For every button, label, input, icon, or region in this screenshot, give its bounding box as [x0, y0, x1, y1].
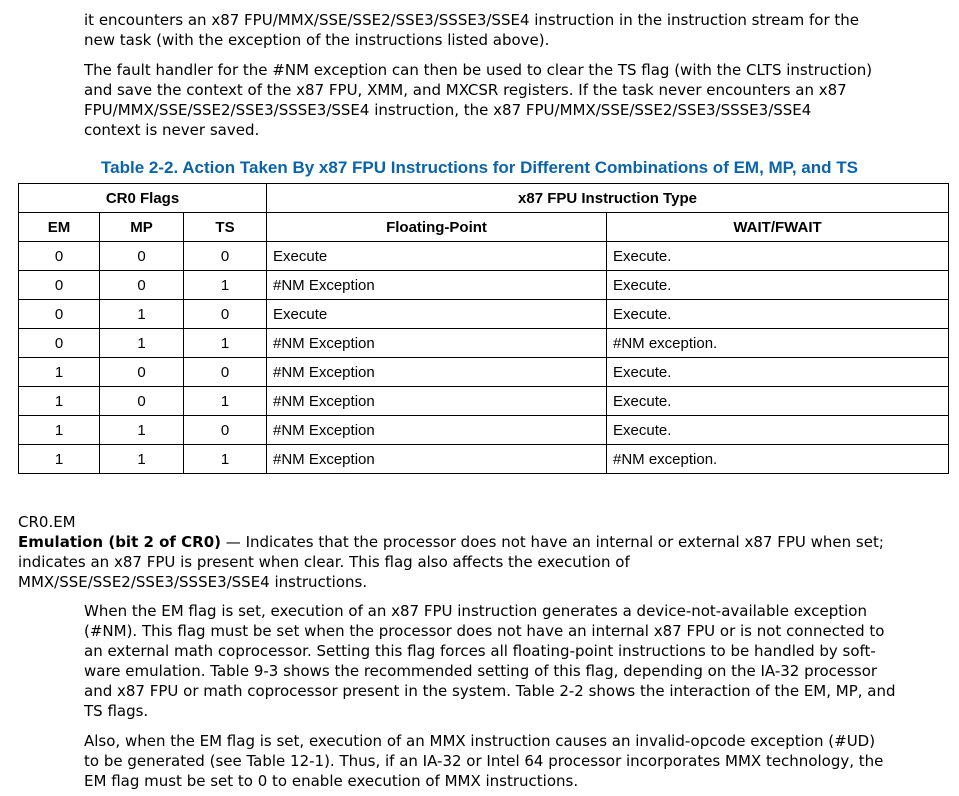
cell-ts: 1 — [184, 329, 267, 358]
text-line: ware emulation. Table 9-3 shows the recommended setting of this flag, depending on the IA-32 processor — [84, 662, 878, 680]
cell-floating-point: Execute — [267, 300, 607, 329]
text-line: new task (with the exception of the instructions listed above). — [84, 31, 550, 49]
cell-floating-point: Execute — [267, 242, 607, 271]
text-line: it encounters an x87 FPU/MMX/SSE/SSE2/SSE3/SSSE3/SSE4 instruction in the instruction stream for the — [84, 11, 860, 29]
cell-wait-fwait: #NM exception. — [607, 445, 949, 474]
text-line — [18, 532, 884, 552]
cell-wait-fwait: Execute. — [607, 242, 949, 271]
cell-ts: 1 — [184, 271, 267, 300]
cell-floating-point: #NM Exception — [267, 358, 607, 387]
cell-mp: 0 — [100, 387, 184, 416]
cell-wait-fwait: Execute. — [607, 387, 949, 416]
text-line: FPU/MMX/SSE/SSE2/SSE3/SSSE3/SSE4 instruction, the x87 FPU/MMX/SSE/SSE2/SSE3/SSSE3/SSE4 — [84, 101, 812, 119]
text-line: EM flag must be set to 0 to enable execution of MMX instructions. — [84, 772, 579, 790]
header-em: EM — [19, 213, 100, 242]
text-line: (#NM). This flag must be set when the processor does not have an internal x87 FPU or is not connected to — [84, 622, 885, 640]
cell-mp: 1 — [100, 300, 184, 329]
table-title: Table 2-2. Action Taken By x87 FPU Instructions for Different Combinations of EM, MP, and TS — [101, 158, 858, 177]
cell-ts: 1 — [184, 387, 267, 416]
cell-mp: 0 — [100, 271, 184, 300]
cell-em: 0 — [19, 300, 100, 329]
cell-wait-fwait: #NM exception. — [607, 329, 949, 358]
text-line: indicates an x87 FPU is present when clear. This flag also affects the execution of — [18, 553, 630, 571]
cr0-em-section — [18, 512, 884, 592]
em-paragraph-1 — [84, 601, 896, 721]
text-line: to be generated (see Table 12-1). Thus, if an IA-32 or Intel 64 processor incorporates MMX technology, the — [84, 752, 884, 770]
table-row — [19, 387, 949, 416]
text-line: MMX/SSE/SSE2/SSE3/SSSE3/SSE4 instructions. — [18, 573, 368, 591]
cell-em: 1 — [19, 387, 100, 416]
intro-paragraph-1 — [84, 10, 859, 50]
cell-ts: 0 — [184, 300, 267, 329]
text-line: context is never saved. — [84, 121, 260, 139]
text-line: and x87 FPU or math coprocessor present in the system. Table 2-2 shows the interaction of the EM, MP, and — [84, 682, 896, 700]
term-bold: Emulation (bit 2 of CR0) — [18, 533, 222, 551]
cell-floating-point: #NM Exception — [267, 329, 607, 358]
cell-em: 1 — [19, 358, 100, 387]
text-line: When the EM flag is set, execution of an x87 FPU instruction generates a device-not-available exception — [84, 602, 867, 620]
table-row — [19, 329, 949, 358]
cell-em: 0 — [19, 271, 100, 300]
cell-mp: 1 — [100, 416, 184, 445]
cell-em: 0 — [19, 329, 100, 358]
cell-floating-point: #NM Exception — [267, 445, 607, 474]
cell-mp: 1 — [100, 445, 184, 474]
cell-mp: 1 — [100, 329, 184, 358]
cell-wait-fwait: Execute. — [607, 271, 949, 300]
table-row — [19, 300, 949, 329]
header-wait-fwait: WAIT/FWAIT — [607, 213, 949, 242]
text-line: The fault handler for the #NM exception can then be used to clear the TS flag (with the CLTS instruction) — [84, 61, 873, 79]
cell-wait-fwait: Execute. — [607, 300, 949, 329]
cell-floating-point: #NM Exception — [267, 416, 607, 445]
cell-em: 1 — [19, 416, 100, 445]
group-header-cr0-flags: CR0 Flags — [19, 184, 267, 213]
cell-floating-point: #NM Exception — [267, 271, 607, 300]
text-line: Also, when the EM flag is set, execution of an MMX instruction causes an invalid-opcode exception (#UD) — [84, 732, 876, 750]
cell-ts: 0 — [184, 358, 267, 387]
text-line: an external math coprocessor. Setting this flag forces all floating-point instructions to be handled by soft- — [84, 642, 876, 660]
cell-ts: 1 — [184, 445, 267, 474]
intro-paragraph-2 — [84, 60, 872, 140]
cell-wait-fwait: Execute. — [607, 358, 949, 387]
table-group-header-row — [19, 184, 949, 213]
cell-floating-point: #NM Exception — [267, 387, 607, 416]
table-row — [19, 445, 949, 474]
em-paragraph-2 — [84, 731, 883, 791]
cell-wait-fwait: Execute. — [607, 416, 949, 445]
table-row — [19, 416, 949, 445]
header-floating-point: Floating-Point — [267, 213, 607, 242]
cell-em: 1 — [19, 445, 100, 474]
header-ts: TS — [184, 213, 267, 242]
cell-mp: 0 — [100, 358, 184, 387]
cell-em: 0 — [19, 242, 100, 271]
header-mp: MP — [100, 213, 184, 242]
table-row — [19, 271, 949, 300]
cell-ts: 0 — [184, 242, 267, 271]
table-row — [19, 358, 949, 387]
table-row — [19, 242, 949, 271]
group-header-instruction-type: x87 FPU Instruction Type — [267, 184, 949, 213]
table-header-row — [19, 213, 949, 242]
text-line: TS flags. — [84, 702, 149, 720]
cell-mp: 0 — [100, 242, 184, 271]
term-description: — Indicates that the processor does not have an internal or external x87 FPU when set; — [221, 533, 884, 551]
text-line: and save the context of the x87 FPU, XMM, and MXCSR registers. If the task never encounters an x87 — [84, 81, 847, 99]
flags-table — [18, 183, 949, 474]
cell-ts: 0 — [184, 416, 267, 445]
section-heading: CR0.EM — [18, 513, 76, 531]
